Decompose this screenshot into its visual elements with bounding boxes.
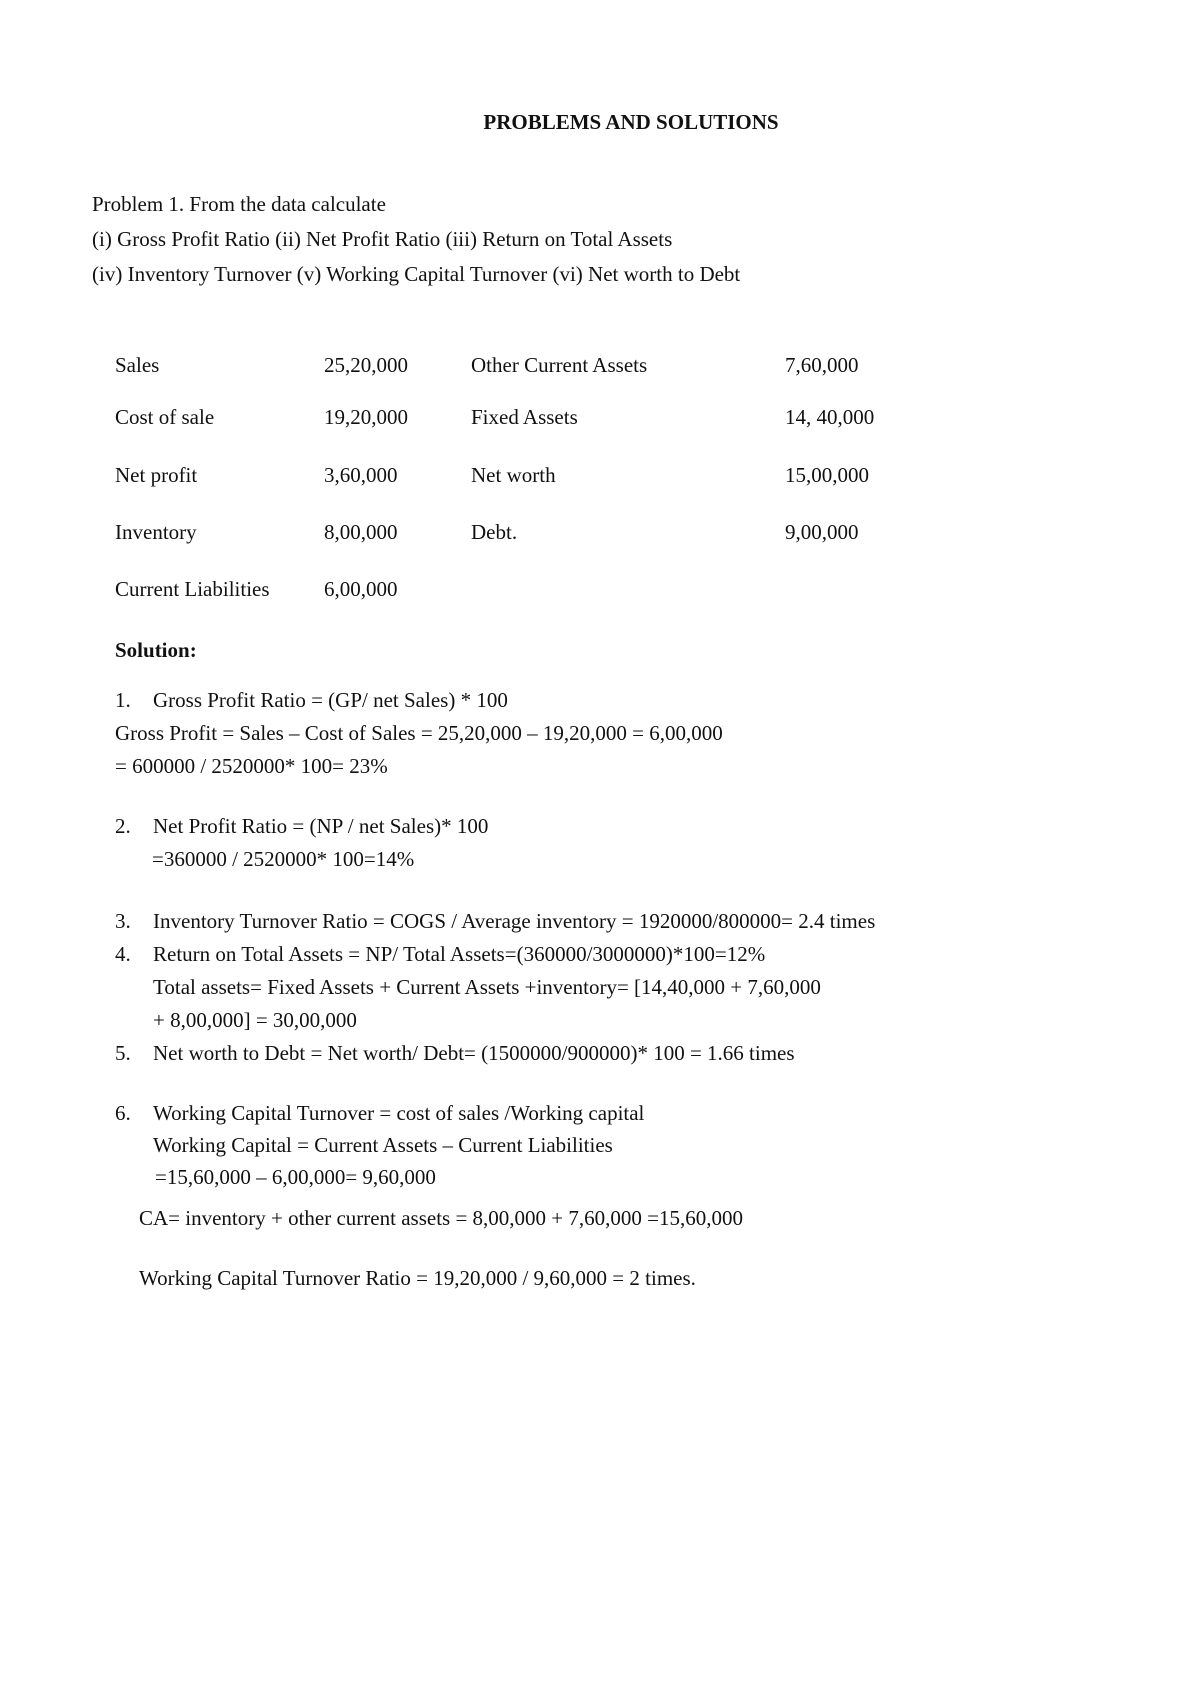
solution-text: Return on Total Assets = NP/ Total Assets=(360000/3000000)*100=12%	[153, 942, 766, 966]
solution-6-line-1	[115, 1101, 644, 1126]
list-number: 5.	[115, 1041, 131, 1065]
row-label: Fixed Assets	[471, 405, 578, 429]
row-value: 19,20,000	[324, 405, 408, 429]
solution-1-line-3: = 600000 / 2520000* 100= 23%	[115, 754, 388, 778]
row-label: Cost of sale	[115, 405, 215, 429]
row-value: 14, 40,000	[785, 405, 875, 429]
row-value: 25,20,000	[324, 353, 408, 377]
solution-4-line-2: Total assets= Fixed Assets + Current Assets +inventory= [14,40,000 + 7,60,000	[153, 975, 821, 999]
row-label: Net worth	[471, 463, 556, 487]
solution-heading: Solution:	[115, 638, 197, 662]
solution-2-line-1	[115, 814, 488, 839]
solution-5-line-1	[115, 1041, 795, 1066]
row-value: 6,00,000	[324, 577, 398, 601]
list-number: 4.	[115, 942, 131, 966]
solution-1-line-1	[115, 688, 508, 713]
solution-6-line-5: Working Capital Turnover Ratio = 19,20,000 / 9,60,000 = 2 times.	[139, 1266, 696, 1290]
solution-4-line-1	[115, 942, 765, 967]
page-title: PROBLEMS AND SOLUTIONS	[483, 110, 779, 134]
solution-6-line-4: CA= inventory + other current assets = 8,00,000 + 7,60,000 =15,60,000	[139, 1206, 743, 1230]
row-value: 9,00,000	[785, 520, 859, 544]
row-label: Sales	[115, 353, 160, 377]
solution-2-line-2: =360000 / 2520000* 100=14%	[152, 847, 415, 871]
solution-text: Inventory Turnover Ratio = COGS / Average inventory = 1920000/800000= 2.4 times	[153, 909, 876, 933]
solution-6-line-3: =15,60,000 – 6,00,000= 9,60,000	[155, 1165, 436, 1189]
solution-text: Gross Profit Ratio = (GP/ net Sales) * 100	[153, 688, 508, 712]
problem-line-2: (iv) Inventory Turnover (v) Working Capital Turnover (vi) Net worth to Debt	[92, 262, 741, 286]
row-value: 7,60,000	[785, 353, 859, 377]
row-label: Inventory	[115, 520, 197, 544]
row-label: Current Liabilities	[115, 577, 270, 601]
row-value: 3,60,000	[324, 463, 398, 487]
row-label: Net profit	[115, 463, 198, 487]
row-value: 15,00,000	[785, 463, 869, 487]
row-value: 8,00,000	[324, 520, 398, 544]
solution-6-line-2: Working Capital = Current Assets – Current Liabilities	[153, 1133, 613, 1157]
solution-text: Net Profit Ratio = (NP / net Sales)* 100	[153, 814, 489, 838]
solution-1-line-2: Gross Profit = Sales – Cost of Sales = 25,20,000 – 19,20,000 = 6,00,000	[115, 721, 723, 745]
row-label: Debt.	[471, 520, 518, 544]
list-number: 3.	[115, 909, 131, 933]
problem-line-1: (i) Gross Profit Ratio (ii) Net Profit Ratio (iii) Return on Total Assets	[92, 227, 673, 251]
problem-intro: Problem 1. From the data calculate	[92, 192, 386, 216]
solution-text: Net worth to Debt = Net worth/ Debt= (1500000/900000)* 100 = 1.66 times	[153, 1041, 795, 1065]
row-label: Other Current Assets	[471, 353, 648, 377]
solution-text: Working Capital Turnover = cost of sales /Working capital	[153, 1101, 645, 1125]
list-number: 6.	[115, 1101, 131, 1125]
solution-4-line-3: + 8,00,000] = 30,00,000	[153, 1008, 357, 1032]
list-number: 1.	[115, 688, 131, 712]
solution-3-line-1	[115, 909, 875, 934]
list-number: 2.	[115, 814, 131, 838]
